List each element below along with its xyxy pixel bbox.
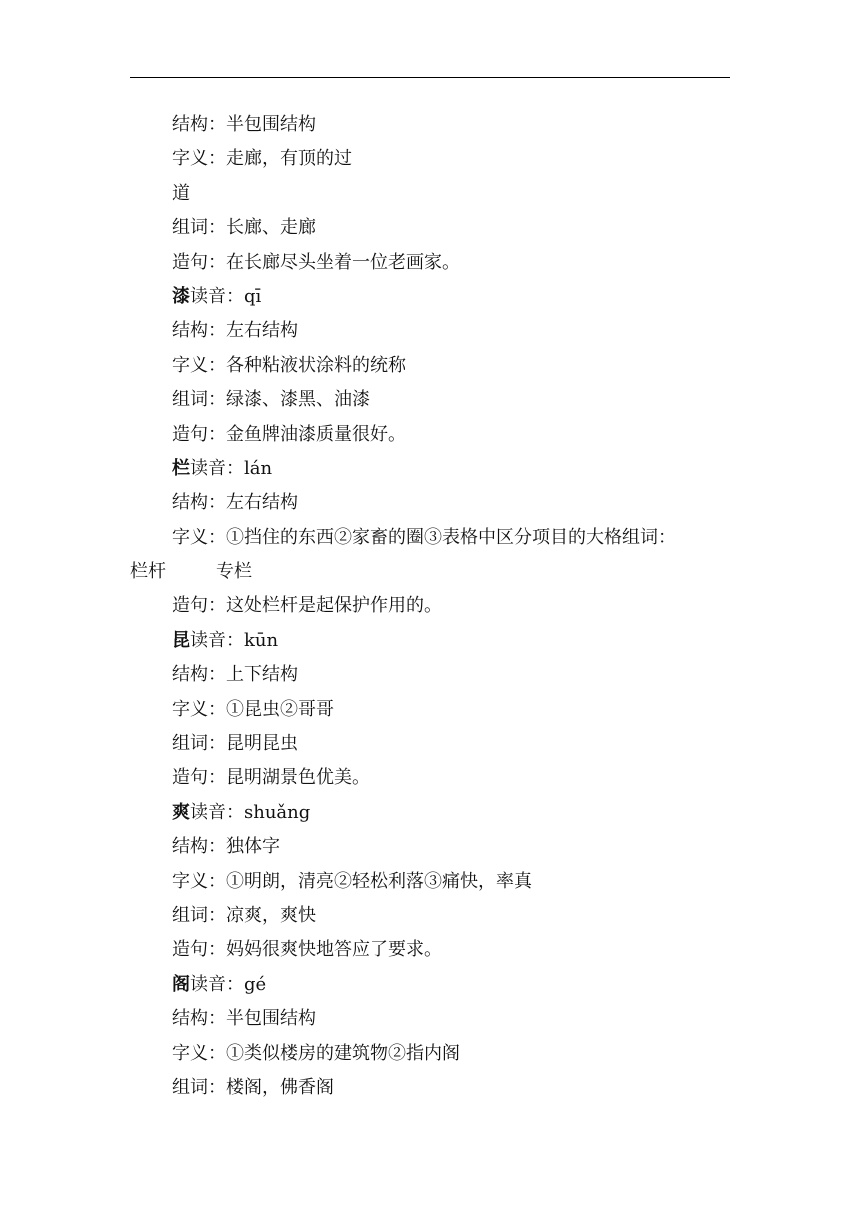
qi-reading-line — [130, 280, 730, 314]
kun-reading: 读音：kūn — [190, 629, 279, 651]
lan-meaning: 字义：①挡住的东西②家畜的圈③表格中区分项目的大格组词： — [172, 526, 676, 548]
shuang-char: 爽 — [172, 801, 190, 823]
lan-reading-line — [130, 452, 730, 486]
lan-sentence: 造句：这处栏杆是起保护作用的。 — [172, 595, 442, 617]
qi-meaning: 字义：各种粘液状涂料的统称 — [172, 354, 406, 376]
shuang-structure: 结构：独体字 — [172, 836, 280, 858]
qi-char: 漆 — [172, 285, 190, 307]
shuang-words: 组词：凉爽，爽快 — [172, 904, 316, 926]
qi-words: 组词：绿漆、漆黑、油漆 — [172, 389, 370, 411]
lan-char: 栏 — [172, 457, 190, 479]
ge-char: 阁 — [172, 973, 190, 995]
ge-structure: 结构：半包围结构 — [172, 1008, 316, 1030]
ge-meaning: 字义：①类似楼房的建筑物②指内阁 — [172, 1042, 460, 1064]
qi-structure: 结构：左右结构 — [172, 320, 298, 342]
ge-reading: 读音：gé — [190, 973, 267, 995]
kun-structure: 结构：上下结构 — [172, 664, 298, 686]
kun-char: 昆 — [172, 629, 190, 651]
shuang-sentence: 造句：妈妈很爽快地答应了要求。 — [172, 939, 442, 961]
shuang-meaning: 字义：①明朗，清亮②轻松利落③痛快，率真 — [172, 870, 532, 892]
lang-words: 组词：长廊、走廊 — [172, 217, 316, 239]
ge-words: 组词：楼阁，佛香阁 — [172, 1076, 334, 1098]
shuang-reading: 读音：shuǎng — [190, 801, 311, 823]
lan-structure: 结构：左右结构 — [172, 492, 298, 514]
header-rule — [130, 77, 730, 78]
lan-word-b: 专栏 — [216, 561, 252, 583]
kun-meaning: 字义：①昆虫②哥哥 — [172, 698, 334, 720]
lan-word-a: 栏杆 — [130, 561, 166, 583]
shuang-reading-line — [130, 796, 730, 830]
kun-sentence: 造句：昆明湖景色优美。 — [172, 767, 370, 789]
document-body — [130, 108, 730, 1105]
kun-words: 组词：昆明昆虫 — [172, 733, 298, 755]
kun-reading-line — [130, 624, 730, 658]
lang-meaning-cont: 道 — [172, 182, 190, 204]
qi-reading: 读音：qī — [190, 285, 262, 307]
ge-reading-line — [130, 968, 730, 1002]
lang-meaning: 字义：走廊，有顶的过 — [172, 148, 352, 170]
qi-sentence: 造句：金鱼牌油漆质量很好。 — [172, 423, 406, 445]
lan-words-line — [130, 555, 730, 589]
lan-reading: 读音：lán — [190, 457, 273, 479]
lang-structure: 结构：半包围结构 — [172, 114, 316, 135]
lang-sentence: 造句：在长廊尽头坐着一位老画家。 — [172, 251, 460, 273]
